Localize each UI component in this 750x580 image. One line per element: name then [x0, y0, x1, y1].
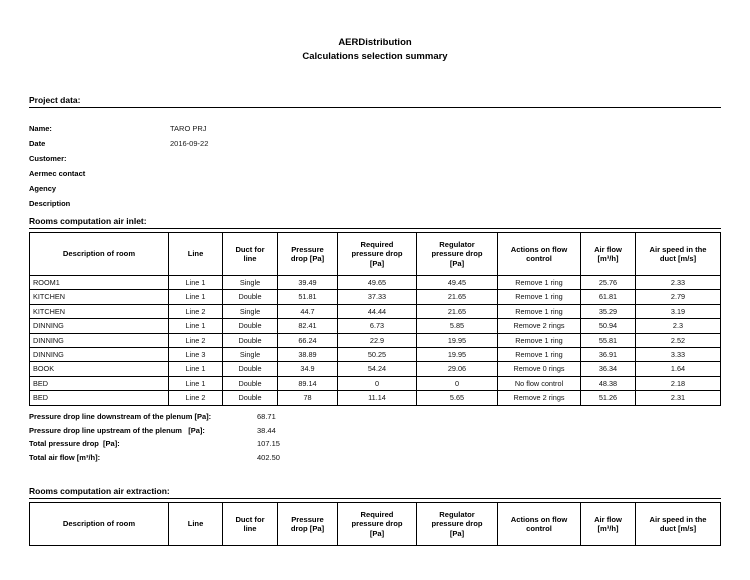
air-inlet-cell-r6-c3: 34.9 [278, 362, 338, 376]
project-field-date [29, 136, 429, 151]
project-field-description-label: Description [29, 199, 71, 208]
report-title-line-1: AERDistribution [338, 37, 412, 48]
air-inlet-cell-r6-c7: 36.34 [581, 362, 636, 376]
air-inlet-cell-r6-c5: 29.06 [417, 362, 498, 376]
air-inlet-cell-r8-c2: Double [223, 391, 278, 405]
air-extraction-col-header-4: Required pressure drop [Pa] [338, 503, 417, 546]
air-inlet-cell-r0-c6: Remove 1 ring [498, 276, 581, 290]
air-inlet-cell-r1-c5: 21.65 [417, 290, 498, 304]
report-title-line-2: Calculations selection summary [302, 51, 448, 62]
air-inlet-cell-r1-c0: KITCHEN [30, 290, 169, 304]
air-inlet-cell-r7-c6: No flow control [498, 376, 581, 390]
air-inlet-cell-r7-c8: 2.18 [636, 376, 721, 390]
air-inlet-col-header-5: Regulator pressure drop [Pa] [417, 233, 498, 276]
air-inlet-cell-r3-c3: 82.41 [278, 319, 338, 333]
air-inlet-cell-r0-c7: 25.76 [581, 276, 636, 290]
air-inlet-cell-r5-c3: 38.89 [278, 348, 338, 362]
project-field-aermec-contact [29, 166, 429, 181]
air-inlet-cell-r1-c3: 51.81 [278, 290, 338, 304]
air-inlet-cell-r1-c6: Remove 1 ring [498, 290, 581, 304]
total-pressure-drop-downstream-label: Pressure drop line downstream of the plenum [Pa]: [29, 412, 212, 421]
air-inlet-cell-r5-c0: DINNING [30, 348, 169, 362]
project-field-name-value: TARO PRJ [170, 124, 207, 133]
air-inlet-cell-r2-c8: 3.19 [636, 304, 721, 318]
air-inlet-cell-r0-c1: Line 1 [169, 276, 223, 290]
report-title [0, 36, 750, 64]
air-inlet-cell-r6-c2: Double [223, 362, 278, 376]
air-inlet-cell-r3-c0: DINNING [30, 319, 169, 333]
air-inlet-cell-r0-c5: 49.45 [417, 276, 498, 290]
air-inlet-cell-r1-c4: 37.33 [338, 290, 417, 304]
air-inlet-totals [29, 410, 469, 464]
air-inlet-cell-r5-c1: Line 3 [169, 348, 223, 362]
total-pressure-drop-label: Total pressure drop [Pa]: [29, 439, 120, 448]
total-pressure-drop-value: 107.15 [257, 439, 280, 448]
air-inlet-cell-r2-c7: 35.29 [581, 304, 636, 318]
air-inlet-col-header-0: Description of room [30, 233, 169, 276]
air-inlet-header-row [30, 233, 721, 276]
air-inlet-cell-r4-c5: 19.95 [417, 333, 498, 347]
air-inlet-cell-r1-c7: 61.81 [581, 290, 636, 304]
air-inlet-col-header-8: Air speed in the duct [m/s] [636, 233, 721, 276]
air-inlet-cell-r3-c7: 50.94 [581, 319, 636, 333]
air-inlet-cell-r7-c2: Double [223, 376, 278, 390]
air-inlet-cell-r1-c2: Double [223, 290, 278, 304]
air-inlet-cell-r8-c3: 78 [278, 391, 338, 405]
air-inlet-cell-r4-c6: Remove 1 ring [498, 333, 581, 347]
air-inlet-col-header-6: Actions on flow control [498, 233, 581, 276]
air-extraction-col-header-6: Actions on flow control [498, 503, 581, 546]
project-field-description [29, 196, 429, 211]
air-inlet-cell-r1-c1: Line 1 [169, 290, 223, 304]
project-data-fields [29, 121, 429, 211]
air-inlet-cell-r1-c8: 2.79 [636, 290, 721, 304]
air-inlet-cell-r6-c4: 54.24 [338, 362, 417, 376]
air-inlet-cell-r8-c7: 51.26 [581, 391, 636, 405]
air-inlet-cell-r4-c4: 22.9 [338, 333, 417, 347]
air-inlet-col-header-1: Line [169, 233, 223, 276]
air-inlet-cell-r3-c2: Double [223, 319, 278, 333]
project-data-heading: Project data: [29, 95, 721, 108]
air-inlet-cell-r4-c2: Double [223, 333, 278, 347]
air-inlet-cell-r5-c8: 3.33 [636, 348, 721, 362]
total-air-flow [29, 451, 469, 465]
air-extraction-col-header-5: Regulator pressure drop [Pa] [417, 503, 498, 546]
total-air-flow-label: Total air flow [m³/h]: [29, 452, 101, 462]
air-inlet-table [29, 232, 721, 406]
project-field-name [29, 121, 429, 136]
air-inlet-row [30, 391, 721, 405]
air-inlet-cell-r4-c7: 55.81 [581, 333, 636, 347]
air-inlet-cell-r7-c0: BED [30, 376, 169, 390]
air-inlet-cell-r2-c3: 44.7 [278, 304, 338, 318]
air-inlet-cell-r5-c4: 50.25 [338, 348, 417, 362]
air-inlet-cell-r5-c6: Remove 1 ring [498, 348, 581, 362]
air-inlet-cell-r0-c0: ROOM1 [30, 276, 169, 290]
air-inlet-cell-r8-c5: 5.65 [417, 391, 498, 405]
air-inlet-cell-r7-c7: 48.38 [581, 376, 636, 390]
air-inlet-cell-r4-c3: 66.24 [278, 333, 338, 347]
air-inlet-table-head [30, 233, 721, 276]
air-inlet-row [30, 348, 721, 362]
project-field-date-value: 2016-09-22 [170, 139, 209, 148]
air-inlet-cell-r0-c8: 2.33 [636, 276, 721, 290]
air-inlet-cell-r7-c4: 0 [338, 376, 417, 390]
project-field-agency [29, 181, 429, 196]
air-inlet-cell-r7-c5: 0 [417, 376, 498, 390]
air-inlet-cell-r6-c0: BOOK [30, 362, 169, 376]
air-inlet-cell-r3-c8: 2.3 [636, 319, 721, 333]
project-field-customer [29, 151, 429, 166]
air-extraction-header-row [30, 503, 721, 546]
total-pressure-drop-downstream [29, 410, 469, 424]
air-inlet-heading: Rooms computation air inlet: [29, 216, 721, 229]
air-inlet-cell-r6-c1: Line 1 [169, 362, 223, 376]
project-field-name-label: Name: [29, 124, 52, 133]
total-pressure-drop-upstream-label: Pressure drop line upstream of the plenum [Pa]: [29, 425, 205, 435]
total-pressure-drop-upstream-value: 38.44 [257, 425, 276, 435]
air-inlet-row [30, 333, 721, 347]
air-inlet-cell-r0-c3: 39.49 [278, 276, 338, 290]
air-inlet-cell-r6-c6: Remove 0 rings [498, 362, 581, 376]
air-extraction-heading: Rooms computation air extraction: [29, 486, 721, 499]
air-inlet-row [30, 376, 721, 390]
air-extraction-table [29, 502, 721, 546]
total-pressure-drop-downstream-value: 68.71 [257, 412, 276, 421]
air-inlet-cell-r2-c4: 44.44 [338, 304, 417, 318]
air-inlet-cell-r4-c1: Line 2 [169, 333, 223, 347]
air-inlet-row [30, 276, 721, 290]
air-inlet-cell-r2-c5: 21.65 [417, 304, 498, 318]
air-inlet-cell-r4-c8: 2.52 [636, 333, 721, 347]
air-inlet-row [30, 319, 721, 333]
air-inlet-cell-r3-c5: 5.85 [417, 319, 498, 333]
total-air-flow-value: 402.50 [257, 452, 280, 462]
air-extraction-col-header-3: Pressure drop [Pa] [278, 503, 338, 546]
air-inlet-cell-r6-c8: 1.64 [636, 362, 721, 376]
air-inlet-col-header-7: Air flow [m³/h] [581, 233, 636, 276]
air-inlet-cell-r2-c2: Single [223, 304, 278, 318]
total-pressure-drop [29, 437, 469, 451]
air-inlet-cell-r8-c4: 11.14 [338, 391, 417, 405]
air-inlet-cell-r4-c0: DINNING [30, 333, 169, 347]
air-inlet-cell-r3-c6: Remove 2 rings [498, 319, 581, 333]
air-inlet-cell-r7-c1: Line 1 [169, 376, 223, 390]
air-inlet-cell-r5-c7: 36.91 [581, 348, 636, 362]
air-inlet-cell-r3-c1: Line 1 [169, 319, 223, 333]
air-inlet-cell-r7-c3: 89.14 [278, 376, 338, 390]
air-inlet-cell-r8-c1: Line 2 [169, 391, 223, 405]
air-inlet-cell-r5-c5: 19.95 [417, 348, 498, 362]
project-field-date-label: Date [29, 139, 46, 148]
air-extraction-col-header-2: Duct for line [223, 503, 278, 546]
air-extraction-col-header-1: Line [169, 503, 223, 546]
air-inlet-cell-r8-c8: 2.31 [636, 391, 721, 405]
air-inlet-col-header-4: Required pressure drop [Pa] [338, 233, 417, 276]
air-inlet-cell-r0-c4: 49.65 [338, 276, 417, 290]
air-inlet-cell-r2-c6: Remove 1 ring [498, 304, 581, 318]
air-inlet-cell-r3-c4: 6.73 [338, 319, 417, 333]
air-inlet-row [30, 304, 721, 318]
air-inlet-cell-r5-c2: Single [223, 348, 278, 362]
air-inlet-cell-r8-c6: Remove 2 rings [498, 391, 581, 405]
air-inlet-col-header-2: Duct for line [223, 233, 278, 276]
project-field-customer-label: Customer: [29, 154, 67, 163]
air-extraction-col-header-8: Air speed in the duct [m/s] [636, 503, 721, 546]
air-extraction-col-header-0: Description of room [30, 503, 169, 546]
air-inlet-cell-r2-c0: KITCHEN [30, 304, 169, 318]
air-inlet-col-header-3: Pressure drop [Pa] [278, 233, 338, 276]
air-inlet-table-body [30, 276, 721, 406]
air-inlet-cell-r2-c1: Line 2 [169, 304, 223, 318]
total-pressure-drop-upstream [29, 424, 469, 438]
project-field-aermec-contact-label: Aermec contact [29, 169, 86, 178]
air-inlet-cell-r0-c2: Single [223, 276, 278, 290]
project-field-agency-label: Agency [29, 184, 57, 193]
air-extraction-table-head [30, 503, 721, 546]
air-inlet-row [30, 362, 721, 376]
air-inlet-cell-r8-c0: BED [30, 391, 169, 405]
air-inlet-row [30, 290, 721, 304]
air-extraction-col-header-7: Air flow [m³/h] [581, 503, 636, 546]
